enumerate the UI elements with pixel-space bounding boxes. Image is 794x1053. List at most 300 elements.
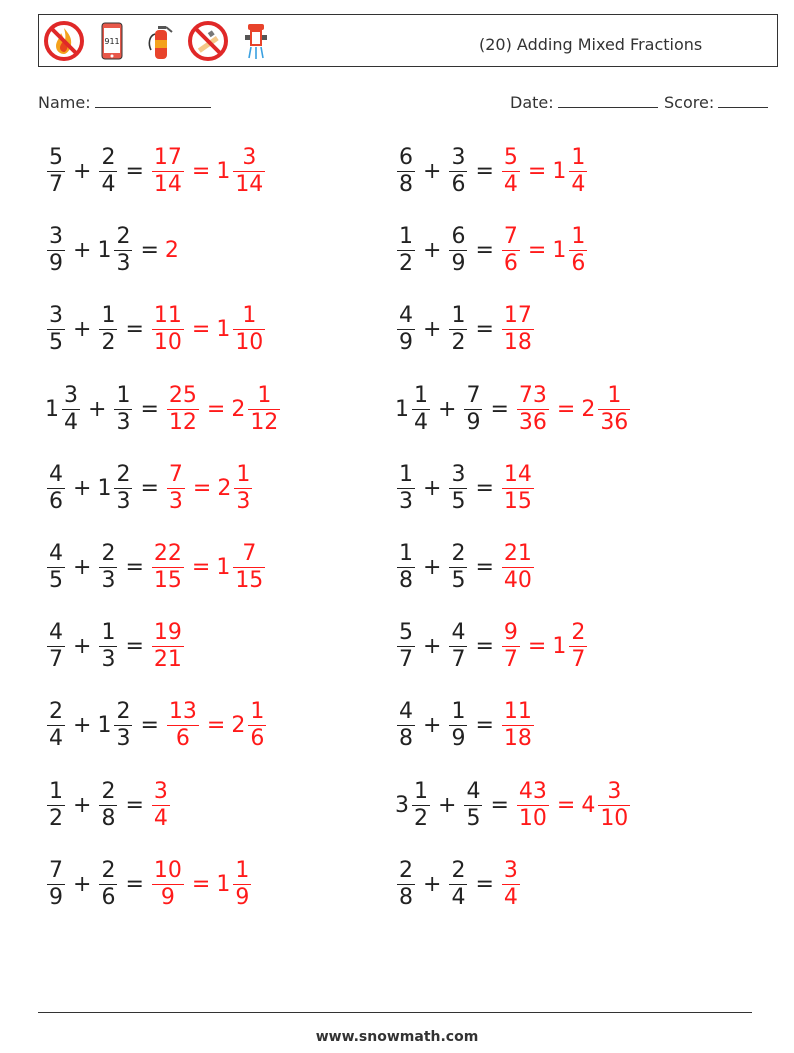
addend-2 xyxy=(447,622,469,671)
addend-2 xyxy=(447,543,469,592)
fraction xyxy=(248,701,266,750)
denominator: 4 xyxy=(414,409,428,435)
addend-2 xyxy=(97,857,119,910)
equals-sign: = xyxy=(475,713,494,739)
answer-mixed xyxy=(217,461,254,514)
fraction xyxy=(449,701,467,750)
addend-2 xyxy=(97,543,119,592)
fraction xyxy=(397,226,415,275)
denominator: 6 xyxy=(175,726,190,752)
numerator: 2 xyxy=(116,461,131,487)
fraction xyxy=(47,461,65,514)
fraction xyxy=(598,778,630,831)
denominator: 4 xyxy=(101,172,116,197)
denominator: 7 xyxy=(571,647,586,673)
fraction xyxy=(152,305,184,354)
numerator: 3 xyxy=(64,382,78,408)
numerator: 2 xyxy=(116,224,131,250)
name-field xyxy=(38,93,211,112)
answer-mixed xyxy=(216,543,267,592)
equals-sign: = xyxy=(490,792,509,818)
footer-divider xyxy=(38,1012,752,1013)
denominator: 2 xyxy=(101,330,116,356)
phone-911-icon xyxy=(91,19,133,63)
addend-2 xyxy=(447,305,469,354)
denominator: 8 xyxy=(399,568,413,593)
fraction xyxy=(449,543,467,592)
denominator: 5 xyxy=(49,568,63,593)
plus-sign: + xyxy=(73,238,92,264)
answer-mixed xyxy=(581,382,632,435)
addend-2 xyxy=(447,226,469,275)
equals-sign: = xyxy=(125,634,144,660)
fraction xyxy=(502,857,520,910)
answer-mixed xyxy=(231,382,282,435)
numerator: 11 xyxy=(153,303,182,329)
numerator: 3 xyxy=(242,145,257,170)
addend-2 xyxy=(112,382,134,435)
problem-item xyxy=(395,622,589,671)
denominator: 12 xyxy=(168,409,197,435)
fraction xyxy=(569,622,587,671)
answer xyxy=(515,778,632,831)
whole-part: 2 xyxy=(581,396,596,422)
equals-sign: = xyxy=(191,555,211,580)
numerator: 1 xyxy=(116,382,131,408)
fraction xyxy=(114,701,132,750)
numerator: 1 xyxy=(101,620,116,646)
denominator: 3 xyxy=(116,409,131,435)
answer-improper xyxy=(500,461,536,514)
answer xyxy=(150,778,172,831)
addend-1 xyxy=(45,226,67,275)
answer-improper xyxy=(500,857,522,910)
fraction xyxy=(502,461,534,514)
fraction xyxy=(397,543,415,592)
fraction xyxy=(397,147,415,196)
denominator: 2 xyxy=(49,805,63,831)
worksheet-title: (20) Adding Mixed Fractions xyxy=(479,35,703,54)
denominator: 2 xyxy=(414,805,428,831)
numerator: 5 xyxy=(399,620,413,646)
plus-sign: + xyxy=(73,792,92,818)
fraction xyxy=(167,701,199,750)
fraction xyxy=(502,543,534,592)
denominator: 10 xyxy=(153,330,182,356)
answer xyxy=(150,147,267,196)
denominator: 14 xyxy=(235,172,264,197)
addend-1 xyxy=(45,147,67,196)
addend-2 xyxy=(447,701,469,750)
plus-sign: + xyxy=(73,634,92,660)
denominator: 9 xyxy=(49,884,63,910)
numerator: 4 xyxy=(49,541,63,566)
no-smoking-icon xyxy=(187,19,229,63)
fraction xyxy=(248,382,280,435)
answer-improper xyxy=(165,701,201,750)
fraction xyxy=(397,305,415,354)
answer-improper xyxy=(500,701,536,750)
fraction xyxy=(233,543,265,592)
denominator: 8 xyxy=(399,884,413,910)
fraction xyxy=(114,382,132,435)
denominator: 3 xyxy=(101,568,116,593)
answer xyxy=(500,857,522,910)
whole-part: 2 xyxy=(217,475,232,501)
whole-part: 1 xyxy=(216,159,231,184)
fraction xyxy=(397,701,415,750)
numerator: 5 xyxy=(49,145,63,170)
plus-sign: + xyxy=(73,475,92,501)
answer-improper xyxy=(500,543,536,592)
numerator: 7 xyxy=(466,382,481,408)
numerator: 3 xyxy=(49,224,63,250)
numerator: 22 xyxy=(153,541,182,566)
date-label: Date: xyxy=(510,93,554,112)
plus-sign: + xyxy=(73,317,92,343)
addend-2 xyxy=(97,305,119,354)
numerator: 2 xyxy=(101,857,116,883)
addend-2 xyxy=(462,778,484,831)
equals-sign: = xyxy=(191,871,211,897)
denominator: 8 xyxy=(101,805,116,831)
equals-sign: = xyxy=(191,159,211,184)
numerator: 3 xyxy=(451,145,466,170)
addend-1 xyxy=(395,857,417,910)
denominator: 15 xyxy=(503,488,532,514)
problem-item xyxy=(395,382,632,435)
addend-2 xyxy=(447,147,469,196)
denominator: 36 xyxy=(600,409,629,435)
answer xyxy=(165,461,254,514)
addend-1 xyxy=(45,543,67,592)
denominator: 3 xyxy=(236,488,251,514)
fraction xyxy=(502,305,534,354)
fraction xyxy=(464,382,482,435)
score-blank[interactable] xyxy=(718,93,768,108)
denominator: 4 xyxy=(571,172,586,197)
fraction xyxy=(449,305,467,354)
equals-sign: = xyxy=(125,317,144,343)
whole-part: 1 xyxy=(552,238,567,264)
fraction xyxy=(47,622,65,671)
denominator: 3 xyxy=(116,488,131,514)
addend-1 xyxy=(45,778,67,831)
date-field xyxy=(510,93,658,112)
answer-improper xyxy=(515,382,551,435)
addend-1 xyxy=(395,305,417,354)
numerator: 4 xyxy=(399,303,413,329)
equals-sign: = xyxy=(475,634,494,660)
addend-2 xyxy=(97,461,134,514)
denominator: 15 xyxy=(235,568,264,593)
fraction xyxy=(47,543,65,592)
plus-sign: + xyxy=(423,634,442,660)
plus-sign: + xyxy=(423,871,442,897)
answer xyxy=(150,305,267,354)
whole-part: 2 xyxy=(231,396,246,422)
fraction xyxy=(114,461,132,514)
fraction xyxy=(233,147,265,196)
plus-sign: + xyxy=(423,475,442,501)
denominator: 5 xyxy=(451,568,466,593)
problem-item xyxy=(45,147,267,196)
whole-part: 1 xyxy=(552,634,567,660)
equals-sign: = xyxy=(556,396,576,422)
addend-2 xyxy=(97,622,119,671)
equals-sign: = xyxy=(140,396,159,422)
fraction xyxy=(598,382,630,435)
addend-1 xyxy=(395,382,432,435)
numerator: 13 xyxy=(168,699,197,725)
answer-mixed xyxy=(231,701,268,750)
worksheet-header xyxy=(38,14,778,67)
addend-1 xyxy=(45,305,67,354)
fraction xyxy=(449,226,467,275)
denominator: 21 xyxy=(153,647,182,673)
equals-sign: = xyxy=(206,396,226,422)
equals-sign: = xyxy=(125,555,144,580)
numerator: 4 xyxy=(399,699,413,725)
equals-sign: = xyxy=(475,317,494,343)
denominator: 9 xyxy=(160,884,175,910)
fraction xyxy=(397,857,415,910)
fire-extinguisher-icon xyxy=(139,19,181,63)
answer xyxy=(150,857,253,910)
fraction xyxy=(99,305,117,354)
denominator: 6 xyxy=(49,488,63,514)
answer-mixed xyxy=(581,778,632,831)
fraction xyxy=(234,461,252,514)
problem-item xyxy=(45,857,253,910)
name-label: Name: xyxy=(38,93,91,112)
whole-part: 3 xyxy=(395,792,409,818)
fraction xyxy=(152,543,184,592)
denominator: 40 xyxy=(503,568,532,593)
denominator: 9 xyxy=(49,251,63,277)
addend-1 xyxy=(395,701,417,750)
numerator: 21 xyxy=(503,541,532,566)
problem-item xyxy=(45,543,267,592)
denominator: 4 xyxy=(153,805,168,831)
denominator: 3 xyxy=(116,726,131,752)
equals-sign: = xyxy=(140,238,159,264)
fraction xyxy=(152,622,184,671)
denominator: 14 xyxy=(153,172,182,197)
numerator: 3 xyxy=(503,857,518,883)
denominator: 3 xyxy=(168,488,183,514)
numerator: 2 xyxy=(101,778,116,804)
addend-2 xyxy=(97,226,134,275)
denominator: 3 xyxy=(101,647,116,673)
addend-1 xyxy=(45,382,82,435)
plus-sign: + xyxy=(88,396,107,422)
fraction xyxy=(47,701,65,750)
denominator: 6 xyxy=(451,172,466,197)
numerator: 7 xyxy=(242,541,257,566)
answer-improper xyxy=(150,543,186,592)
numerator: 6 xyxy=(399,145,413,170)
fraction xyxy=(449,622,467,671)
denominator: 4 xyxy=(64,409,78,435)
answer xyxy=(515,382,632,435)
equals-sign: = xyxy=(191,317,211,343)
numerator: 4 xyxy=(49,620,63,646)
name-blank[interactable] xyxy=(95,93,211,108)
denominator: 15 xyxy=(153,568,182,593)
answer xyxy=(500,305,536,354)
addend-1 xyxy=(45,461,67,514)
fraction xyxy=(152,778,170,831)
fraction xyxy=(397,622,415,671)
numerator: 2 xyxy=(571,620,586,646)
numerator: 11 xyxy=(503,699,532,725)
answer-improper xyxy=(165,382,201,435)
addend-1 xyxy=(395,778,432,831)
numerator: 7 xyxy=(503,224,518,250)
equals-sign: = xyxy=(125,792,144,818)
numerator: 7 xyxy=(49,857,63,883)
problem-item xyxy=(45,226,180,275)
plus-sign: + xyxy=(73,713,92,739)
numerator: 3 xyxy=(153,778,168,804)
denominator: 12 xyxy=(250,409,279,435)
plus-sign: + xyxy=(73,555,92,580)
numerator: 7 xyxy=(168,461,183,487)
denominator: 5 xyxy=(49,330,63,356)
answer-improper xyxy=(500,305,536,354)
numerator: 1 xyxy=(49,778,63,804)
fraction xyxy=(47,147,65,196)
answer-improper xyxy=(500,622,522,671)
plus-sign: + xyxy=(438,396,457,422)
problem-item xyxy=(395,461,536,514)
addend-1 xyxy=(45,622,67,671)
fraction xyxy=(502,701,534,750)
answer-improper xyxy=(515,778,551,831)
denominator: 3 xyxy=(116,251,131,277)
denominator: 7 xyxy=(503,647,518,673)
fraction xyxy=(233,305,265,354)
addend-2 xyxy=(447,461,469,514)
equals-sign: = xyxy=(125,871,144,897)
denominator: 10 xyxy=(235,330,264,356)
plus-sign: + xyxy=(423,317,442,343)
problem-item xyxy=(45,622,186,671)
numerator: 1 xyxy=(101,303,116,329)
problem-item xyxy=(395,226,589,275)
equals-sign: = xyxy=(527,159,547,184)
plus-sign: + xyxy=(423,159,442,184)
fraction xyxy=(114,226,132,275)
fraction xyxy=(167,461,185,514)
answer-improper xyxy=(150,305,186,354)
denominator: 7 xyxy=(49,172,63,197)
numerator: 1 xyxy=(571,145,586,170)
equals-sign: = xyxy=(475,555,494,580)
numerator: 73 xyxy=(518,382,547,408)
plus-sign: + xyxy=(423,238,442,264)
date-blank[interactable] xyxy=(558,93,658,108)
denominator: 2 xyxy=(451,330,466,356)
answer-improper xyxy=(150,622,186,671)
numerator: 9 xyxy=(503,620,518,646)
numerator: 1 xyxy=(451,699,466,725)
answer-mixed xyxy=(552,226,589,275)
numerator: 43 xyxy=(518,778,547,804)
numerator: 2 xyxy=(451,857,466,883)
denominator: 6 xyxy=(101,884,116,910)
fraction xyxy=(233,857,251,910)
fraction xyxy=(99,778,117,831)
denominator: 8 xyxy=(399,172,413,197)
numerator: 5 xyxy=(503,145,518,170)
score-field xyxy=(664,93,768,112)
whole-part: 1 xyxy=(97,475,112,501)
whole-part: 1 xyxy=(97,238,112,264)
denominator: 18 xyxy=(503,330,532,356)
problem-item xyxy=(395,305,536,354)
problem-item xyxy=(45,305,267,354)
answer xyxy=(500,543,536,592)
addend-1 xyxy=(45,857,67,910)
equals-sign: = xyxy=(192,475,212,501)
numerator: 2 xyxy=(101,145,116,170)
fraction xyxy=(47,857,65,910)
whole-part: 1 xyxy=(216,555,231,580)
answer xyxy=(500,461,536,514)
no-fire-icon xyxy=(43,19,85,63)
denominator: 9 xyxy=(451,251,466,277)
numerator: 6 xyxy=(451,224,466,250)
numerator: 14 xyxy=(503,461,532,487)
footer-website: www.snowmath.com xyxy=(315,1029,479,1045)
numerator: 1 xyxy=(399,541,413,566)
numerator: 4 xyxy=(49,461,63,487)
plus-sign: + xyxy=(73,159,92,184)
denominator: 4 xyxy=(503,884,518,910)
denominator: 5 xyxy=(451,488,466,514)
denominator: 5 xyxy=(466,805,481,831)
phone-911-text: 911 xyxy=(104,37,120,46)
answer xyxy=(500,701,536,750)
plus-sign: + xyxy=(423,555,442,580)
fraction xyxy=(47,305,65,354)
score-label: Score: xyxy=(664,93,715,112)
whole-part: 1 xyxy=(395,396,409,422)
fraction xyxy=(449,461,467,514)
addend-2 xyxy=(447,857,469,910)
problem-item xyxy=(395,543,536,592)
addend-2 xyxy=(97,701,134,750)
answer-mixed xyxy=(216,857,253,910)
denominator: 2 xyxy=(399,251,413,277)
numerator: 1 xyxy=(250,699,265,725)
answer-mixed xyxy=(552,622,589,671)
whole-part: 1 xyxy=(45,396,59,422)
equals-sign: = xyxy=(475,238,494,264)
equals-sign: = xyxy=(125,159,144,184)
denominator: 7 xyxy=(451,647,466,673)
fraction xyxy=(99,622,117,671)
numerator: 3 xyxy=(607,778,622,804)
answer-improper xyxy=(165,461,187,514)
numerator: 17 xyxy=(503,303,532,329)
problem-item xyxy=(395,701,536,750)
denominator: 9 xyxy=(451,726,466,752)
addend-2 xyxy=(97,778,119,831)
equals-sign: = xyxy=(527,634,547,660)
